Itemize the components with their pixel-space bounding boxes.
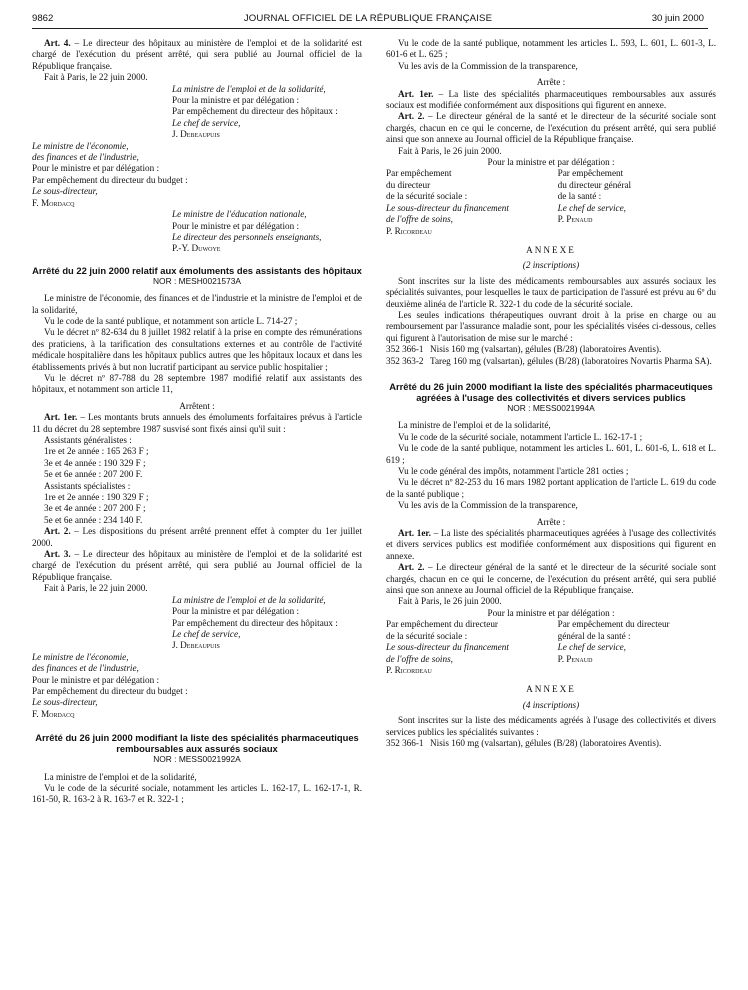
fait-a-paris: Fait à Paris, le 26 juin 2000. (398, 596, 502, 607)
page-header (32, 11, 704, 27)
page-number: 9862 (32, 13, 54, 24)
list-item: 5e et 6e année : 234 140 F. (44, 514, 143, 525)
signature-block: Le ministre de l'économie, des finances et de l'industrie, Pour le ministre et par délégation : Par empêchement du directeur du budget : Le sous-directeur, F. Mordacq (32, 651, 188, 719)
paragraph: Vu le décret nº 82-253 du 16 mars 1982 portant application de l'article L. 619 du code de la santé publique ; (386, 477, 716, 499)
fait-a-paris: Fait à Paris, le 26 juin 2000. (398, 145, 502, 156)
list-item: 5e et 6e année : 207 200 F. (44, 469, 143, 480)
arrete: Arrête : (536, 77, 566, 88)
article-2: Art. 2. – Le directeur général de la santé et le directeur de la sécurité sociale sont chargés, chacun en ce qui le concerne, de l'exécution du présent arrêté, qui sera publié ainsi que son annexe au Journal officiel de la République française. (386, 562, 716, 596)
paragraph: Vu le code de la santé publique, et notamment son article L. 714-27 ; (44, 315, 298, 326)
signature-block: Par empêchement du directeur de la sécurité sociale : Le sous-directeur du financement de l'offre de soins, P. Ricordeau (386, 168, 509, 236)
signature-block: La ministre de l'emploi et de la solidarité, Pour la ministre et par délégation : Par empêchement du directeur des hôpitaux : Le chef de service, J. Debeaupuis (172, 594, 338, 651)
paragraph: Vu le code de la sécurité sociale, notamment les articles L. 162-17, L. 162-17-1, R. 161-50, R. 163-2 à R. 163-7 et R. 322-1 ; (32, 782, 362, 805)
article-4: Art. 4. – Le directeur des hôpitaux au ministère de l'emploi et de la solidarité est chargé de l'exécution du présent arrêté, qui sera publié au Journal officiel de la République française. (32, 38, 362, 71)
paragraph: Vu le code de la sécurité sociale, notamment l'article L. 162-17-1 ; (398, 431, 643, 442)
list-item: 1re et 2e année : 190 329 F ; (44, 492, 149, 503)
list-item: 1re et 2e année : 165 263 F ; (44, 446, 149, 457)
paragraph: Le ministre de l'économie, des finances et de l'industrie et la ministre de l'emploi et de la solidarité, (32, 293, 362, 315)
signature-block: Par empêchement du directeur général de la santé : Le chef de service, P. Penaud (557, 619, 670, 664)
signature-block: Par empêchement du directeur général de la santé : Le chef de service, P. Penaud (557, 168, 632, 225)
inscriptions-count: (2 inscriptions) (522, 260, 580, 271)
paragraph: La ministre de l'emploi et de la solidarité, (44, 771, 197, 782)
list-label: Assistants spécialistes : (44, 480, 131, 491)
paragraph: Sont inscrites sur la liste des médicaments remboursables aux assurés sociaux les spécialités suivantes, pour lesquelles le taux de participation de l'assuré est prévu au 6º du deuxième alinéa de l'article R. 322-1 du code de la sécurité sociale. (386, 275, 716, 309)
decree-title: Arrêté du 22 juin 2000 relatif aux émoluments des assistants des hôpitaux (32, 264, 362, 276)
paragraph: Vu le code de la santé publique, notamment les articles L. 601, L. 601-6, L. 618 et L. 619 ; (386, 443, 716, 465)
nor-reference: NOR : MESS0021994A (507, 402, 595, 413)
nor-reference: NOR : MESS0021992A (153, 754, 241, 765)
nor-reference: NOR : MESH0021573A (153, 275, 241, 286)
paragraph: Les seules indications thérapeutiques ouvrant droit à la prise en charge ou au remboursement par l'assurance maladie sont, pour les spécialités visées ci-dessous, celles qui figurent à l'autorisation de mise sur le marché : (386, 309, 716, 343)
signature-block: La ministre de l'emploi et de la solidarité, Pour la ministre et par délégation : Par empêchement du directeur des hôpitaux : Le chef de service, J. Debeaupuis (172, 83, 338, 140)
paragraph: La ministre de l'emploi et de la solidarité, (398, 420, 551, 431)
paragraph: Vu les avis de la Commission de la transparence, (398, 60, 578, 71)
signature-block: Par empêchement du directeur de la sécurité sociale : Le sous-directeur du financement de l'offre de soins, P. Ricordeau (386, 619, 509, 675)
paragraph: Vu le code de la santé publique, notamment les articles L. 593, L. 601, L. 601-3, L. 601-6 et L. 625 ; (386, 38, 716, 60)
issue-date: 30 juin 2000 (651, 13, 704, 24)
signature-block: Le ministre de l'éducation nationale, Pour le ministre et par délégation : Le directeur des personnels enseignants, P.-Y. Duwoye (172, 209, 322, 254)
article-1: Art. 1er. – La liste des spécialités pharmaceutiques remboursables aux assurés sociaux est modifiée conformément aux dispositions qui figurent en annexe. (386, 88, 717, 111)
delegation-line: Pour la ministre et par délégation : (487, 607, 615, 618)
signature-pair (386, 168, 716, 236)
paragraph: Vu les avis de la Commission de la transparence, (398, 500, 578, 511)
header-rule (32, 28, 708, 29)
article-1: Art. 1er. – Les montants bruts annuels des émoluments forfaitaires prévus à l'article 11 du décret du 28 septembre 1987 susvisé sont fixés ainsi qu'il suit : (32, 412, 363, 434)
fait-a-paris: Fait à Paris, le 22 juin 2000. (44, 72, 148, 83)
article-2: Art. 2. – Les dispositions du présent arrêté prennent effet à compter du 1er juillet 2000. (32, 526, 362, 548)
list-item: 3e et 4e année : 207 200 F ; (44, 503, 146, 514)
annex-heading: ANNEXE (526, 684, 576, 695)
paragraph: Vu le code général des impôts, notamment l'article 281 octies ; (398, 466, 629, 476)
list-label: Assistants généralistes : (44, 435, 132, 445)
delegation-line: Pour la ministre et par délégation : (487, 157, 615, 168)
paragraph: Vu le décret nº 87-788 du 28 septembre 1987 modifié relatif aux assistants des hôpitaux, et notamment son article 11, (32, 372, 362, 395)
list-item: 352 363-2 Tareg 160 mg (valsartan), gélules (B/28) (laboratoires Novartis Pharma SA). (386, 355, 712, 366)
arrete: Arrête : (536, 516, 566, 527)
article-3: Art. 3. – Le directeur des hôpitaux au ministère de l'emploi et de la solidarité est chargé de l'exécution du présent arrêté, qui sera publié au Journal officiel de la République française. (32, 549, 362, 582)
arretent: Arrêtent : (179, 400, 215, 411)
article-1: Art. 1er. – La liste des spécialités pharmaceutiques agréées à l'usage des collectivités et divers services publics est modifiée conformément aux dispositions qui figurent en annexe. (386, 528, 716, 561)
fait-a-paris: Fait à Paris, le 22 juin 2000. (44, 583, 148, 594)
signature-block: Le ministre de l'économie, des finances et de l'industrie, Pour le ministre et par délégation : Par empêchement du directeur du budget : Le sous-directeur, F. Mordacq (32, 140, 188, 208)
inscriptions-count: (4 inscriptions) (522, 699, 580, 710)
list-item: 3e et 4e année : 190 329 F ; (44, 457, 146, 468)
decree-title: Arrêté du 26 juin 2000 modifiant la liste des spécialités pharmaceutiques agréées à l'usage des collectivités et divers services publics (389, 380, 713, 403)
right-column (386, 38, 716, 749)
paragraph: Sont inscrites sur la liste des médicaments agréés à l'usage des collectivités et divers services publics les spécialités suivantes : (386, 715, 716, 737)
list-item: 352 366-1 Nisis 160 mg (valsartan), gélules (B/28) (laboratoires Aventis). (386, 737, 662, 748)
left-column (32, 38, 362, 806)
decree-title: Arrêté du 26 juin 2000 modifiant la liste des spécialités pharmaceutiques remboursables aux assurés sociaux (35, 732, 359, 755)
signature-pair (386, 619, 716, 676)
paragraph: Vu le décret nº 82-634 du 8 juillet 1982 relatif à la prise en compte des rémunérations des praticiens, à la tarification des consultations externes et au contrôle de l'activité médicale hospitalière dans les hôpitaux publics autres que les hôpitaux locaux et dans les établissements privés à but non lucratif participant au service public hospitalier ; (32, 327, 362, 372)
journal-title: JOURNAL OFFICIEL DE LA RÉPUBLIQUE FRANÇAISE (243, 13, 493, 24)
list-item: 352 366-1 Nisis 160 mg (valsartan), gélules (B/28) (laboratoires Aventis). (386, 344, 662, 355)
article-2: Art. 2. – Le directeur général de la santé et le directeur de la sécurité sociale sont chargés, chacun en ce qui le concerne, de l'exécution du présent arrêté, qui sera publié ainsi que son annexe au Journal officiel de la République française. (386, 111, 716, 145)
annex-heading: ANNEXE (526, 244, 576, 255)
